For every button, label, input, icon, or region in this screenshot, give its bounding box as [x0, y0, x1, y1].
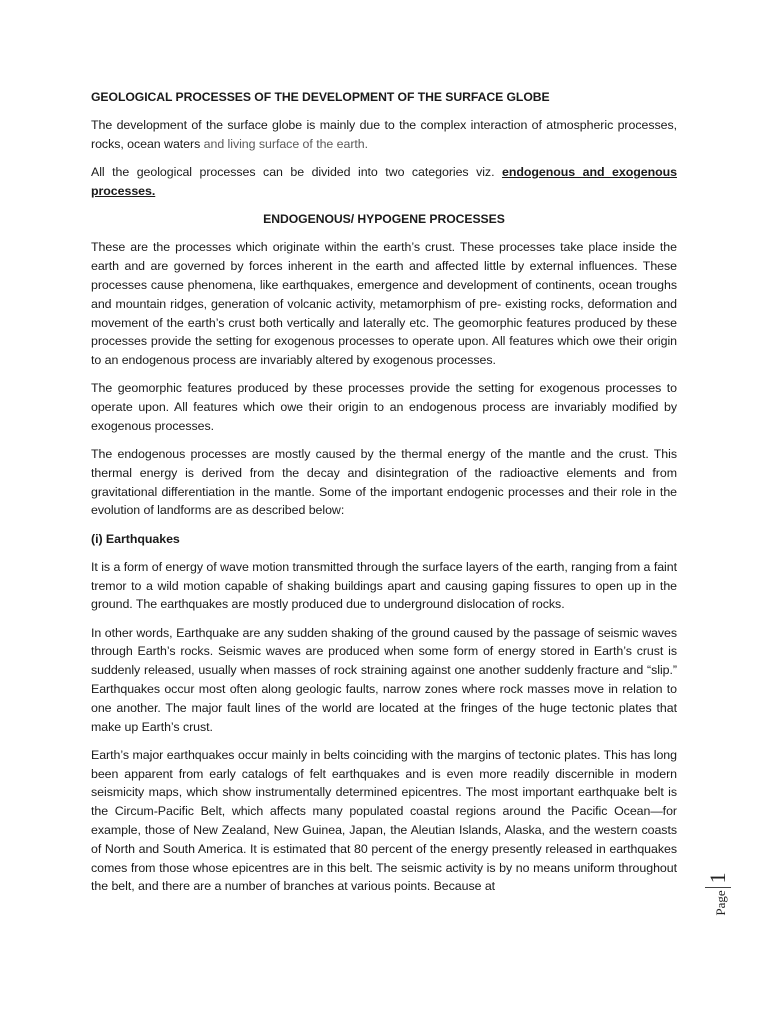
categories-emphasis: endogenous and exogenous processes.	[91, 165, 677, 198]
paragraph-seismic-waves: In other words, Earthquake are any sudden shaking of the ground caused by the passage of seismic waves through Earth’s rocks. Seismic waves are produced when some form of energy stored in Earth’s crust is suddenly released, usually when masses of rock straining against one another suddenly fracture and “slip.” Earthquakes occur most often along geologic faults, narrow zones where rock masses move in relation to one another. The major fault lines of the world are located at the fringes of the huge tectonic plates that make up Earth’s crust.	[91, 625, 677, 734]
paragraph-geomorphic-features: The geomorphic features produced by these processes provide the setting for exogenous processes to operate upon. All features which owe their origin to an endogenous process are invariably modified by exogenous processes.	[91, 381, 677, 433]
paragraph-thermal-energy: The endogenous processes are mostly caused by the thermal energy of the mantle and the crust. This thermal energy is derived from the decay and disintegration of the radioactive elements and from gravitational differentiation in the mantle. Some of the important endogenic processes and their role in the evolution of landforms are as described below:	[91, 447, 677, 518]
intro-grey-text: and living surface of the earth.	[200, 136, 369, 151]
document-title: GEOLOGICAL PROCESSES OF THE DEVELOPMENT OF THE SURFACE GLOBE	[91, 90, 550, 104]
intro-paragraph	[91, 116, 677, 154]
categories-paragraph	[91, 163, 677, 201]
page-number-label	[705, 872, 749, 916]
intro-text: The development of the surface globe is mainly due to the complex interaction of atmospheric processes, rocks, ocean waters	[91, 118, 677, 151]
paragraph-earthquake-belts: Earth’s major earthquakes occur mainly in belts coinciding with the margins of tectonic plates. This has long been apparent from early catalogs of felt earthquakes and is even more readily discernible in modern seismicity maps, which show instrumentally determined epicentres. The most important earthquake belt is the Circum-Pacific Belt, which affects many populated coastal regions around the Pacific Ocean—for example, those of New Zealand, New Guinea, Japan, the Aleutian Islands, Alaska, and the western coasts of North and South America. It is estimated that 80 percent of the energy presently released in earthquakes comes from those whose epicentres are in this belt. The seismic activity is by no means uniform throughout the belt, and there are a number of branches at various points. Because at	[91, 747, 677, 894]
categories-text: All the geological processes can be divided into two categories viz.	[91, 165, 502, 180]
page-number: 1	[705, 872, 731, 888]
earthquakes-heading: (i) Earthquakes	[91, 531, 180, 546]
paragraph-endogenous-definition: These are the processes which originate within the earth’s crust. These processes take place inside the earth and are governed by forces inherent in the earth and affected little by external influences. These processes cause phenomena, like earthquakes, emergence and development of continents, ocean troughs and mountain ridges, generation of volcanic activity, metamorphism of pre- existing rocks, deformation and movement of the earth’s crust both vertically and laterally etc. The geomorphic features produced by these processes provide the setting for exogenous processes to operate upon. All features which owe their origin to an endogenous process are invariably altered by exogenous processes.	[91, 240, 677, 368]
page-word: Page	[713, 890, 728, 916]
section-heading: ENDOGENOUS/ HYPOGENE PROCESSES	[263, 212, 505, 227]
paragraph-earthquake-definition: It is a form of energy of wave motion transmitted through the surface layers of the earth, ranging from a faint tremor to a wild motion capable of shaking buildings apart and causing gaping fissures to open up in the ground. The earthquakes are mostly produced due to underground dislocation of rocks.	[91, 559, 677, 612]
document-body	[91, 88, 677, 906]
